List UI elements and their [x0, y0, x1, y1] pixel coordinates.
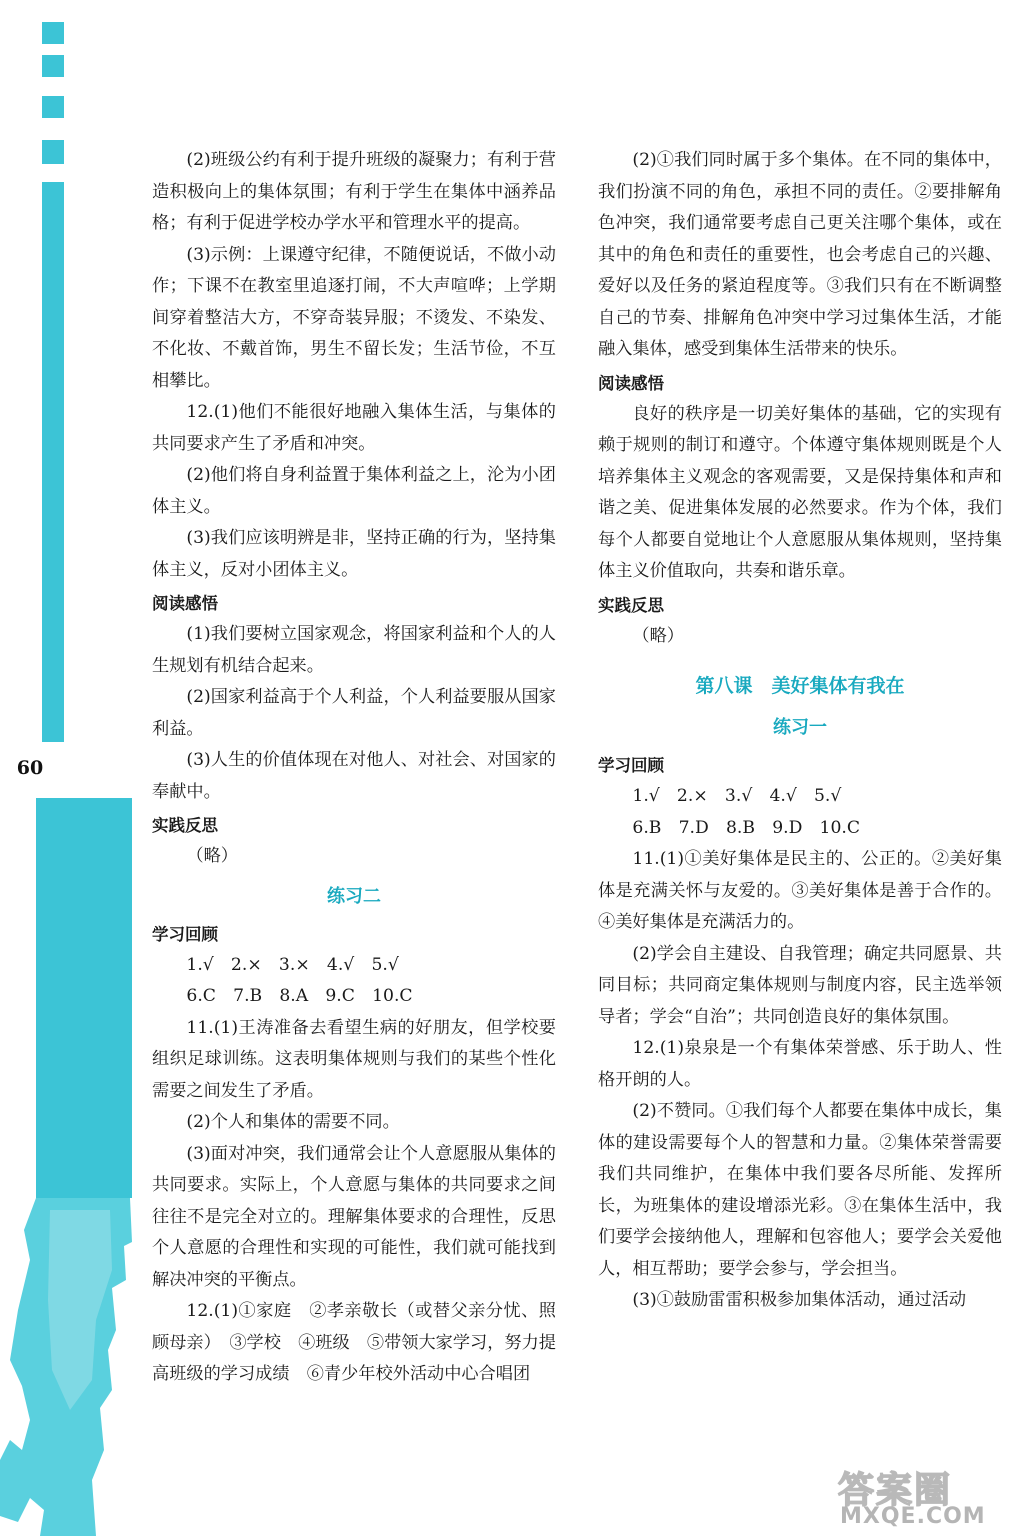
- exercise-title: 练习二: [327, 885, 381, 907]
- section-heading: 学习回顾: [152, 924, 218, 944]
- answer-paragraph: 1.√ 2.× 3.√ 4.√ 5.√: [632, 786, 842, 806]
- answer-paragraph: (2)国家利益高于个人利益，个人利益要服从国家利益。: [152, 687, 556, 739]
- answer-paragraph: (2)班级公约有利于提升班级的凝聚力；有利于营造积极向上的集体氛围；有利于学生在集体中涵养品格；有利于促进学校办学水平和管理水平的提高。: [152, 150, 556, 233]
- answer-paragraph: (2)他们将自身利益置于集体利益之上，沦为小团体主义。: [152, 465, 556, 517]
- answer-paragraph: (3)面对冲突，我们通常会让个人意愿服从集体的共同要求。实际上，个人意愿与集体的共同要求之间往往不是完全对立的。理解集体要求的合理性，反思个人意愿的合理性和实现的可能性，我们就可能找到解决冲突的平衡点。: [152, 1143, 556, 1290]
- answer-paragraph: 1.√ 2.× 3.× 4.√ 5.√: [186, 954, 399, 975]
- answer-paragraph: 良好的秩序是一切美好集体的基础，它的实现有赖于规则的制订和遵守。个体遵守集体规则既是个人培养集体主义观念的客观需要，又是保持集体和声和谐之美、促进集体发展的必然要求。作为个体，我们每个人都要自觉地让个人意愿服从集体规则，坚持集体主义价值取向，共奏和谐乐章。: [598, 403, 1002, 581]
- answer-paragraph: (2)学会自主建设、自我管理；确定共同愿景、共同目标；共同商定集体规则与制度内容，民主选举领导者；学会“自治”；共同创造良好的集体氛围。: [598, 943, 1002, 1027]
- left-column: [152, 145, 556, 1391]
- answer-paragraph: (2)不赞同。①我们每个人都要在集体中成长，集体的建设需要每个人的智慧和力量。②集体荣誉需要我们共同维护，在集体中我们要各尽所能、发挥所长，为班集体的建设增添光彩。③在集体生活中，我们要学会接纳他人，理解和包容他人；要学会关爱他人，相互帮助；要学会参与，学会担当。: [598, 1101, 1002, 1279]
- watermark-logo-text: 答案圈: [838, 1470, 953, 1511]
- answer-paragraph: (3)我们应该明辨是非，坚持正确的行为，坚持集体主义，反对小团体主义。: [152, 528, 556, 580]
- watermark-url: MXQE.COM: [840, 1504, 986, 1529]
- lesson-title: 第八课 美好集体有我在: [695, 675, 905, 697]
- sidebar-bar-bottom: [36, 798, 132, 1198]
- sidebar-block-1: [42, 22, 64, 44]
- section-heading: 阅读感悟: [152, 594, 218, 613]
- answer-paragraph: (2)①我们同时属于多个集体。在不同的集体中，我们扮演不同的角色，承担不同的责任。②要排解角色冲突，我们通常要考虑自己更关注哪个集体，或在其中的角色和责任的重要性，也会考虑自己的兴趣、爱好以及任务的紧迫程度等。③我们只有在不断调整自己的节奏、排解角色冲突中学习过集体生活，才能融入集体，感受到集体生活带来的快乐。: [598, 150, 1002, 359]
- answer-paragraph: (3)示例：上课遵守纪律，不随便说话，不做小动作；下课不在教室里追逐打闹，不大声喧哗；上学期间穿着整洁大方，不穿奇装异服；不烫发、不染发、不化妆、不戴首饰，男生不留长发；生活节俭，不互相攀比。: [152, 244, 556, 391]
- sidebar-bar-top: [42, 182, 64, 742]
- answer-paragraph: 6.C 7.B 8.A 9.C 10.C: [186, 986, 413, 1006]
- page-number: 60: [16, 757, 44, 779]
- answer-paragraph: (3)①鼓励雷雷积极参加集体活动，通过活动: [632, 1290, 967, 1310]
- running-child-silhouette: [0, 1150, 140, 1536]
- watermark-logo: [830, 1462, 1030, 1532]
- answer-paragraph: （略）: [632, 625, 684, 646]
- answer-paragraph: (3)人生的价值体现在对他人、对社会、对国家的奉献中。: [152, 750, 556, 802]
- answer-paragraph: 12.(1)他们不能很好地融入集体生活，与集体的共同要求产生了矛盾和冲突。: [152, 402, 556, 454]
- answer-paragraph: 11.(1)①美好集体是民主的、公正的。②美好集体是充满关怀与友爱的。③美好集体是善于合作的。④美好集体是充满活力的。: [598, 849, 1002, 932]
- sidebar-block-2: [42, 55, 64, 77]
- answer-paragraph: 6.B 7.D 8.B 9.D 10.C: [632, 817, 861, 838]
- section-heading: 学习回顾: [598, 756, 664, 775]
- section-heading: 实践反思: [598, 595, 664, 615]
- section-heading: 实践反思: [152, 816, 218, 835]
- sidebar-block-4: [42, 140, 64, 164]
- section-heading: 阅读感悟: [598, 373, 664, 393]
- answer-paragraph: (1)我们要树立国家观念，将国家利益和个人的人生规划有机结合起来。: [152, 624, 556, 676]
- answer-paragraph: 12.(1)泉泉是一个有集体荣誉感、乐于助人、性格开朗的人。: [598, 1038, 1002, 1090]
- right-column: [598, 145, 1002, 1317]
- answer-paragraph: 12.(1)①家庭 ②孝亲敬长（或替父亲分忧、照顾母亲） ③学校 ④班级 ⑤带领大家学习，努力提高班级的学习成绩 ⑥青少年校外活动中心合唱团: [152, 1301, 556, 1384]
- answer-paragraph: 11.(1)王涛准备去看望生病的好朋友，但学校要组织足球训练。这表明集体规则与我们的某些个性化需要之间发生了矛盾。: [152, 1017, 556, 1101]
- answer-paragraph: (2)个人和集体的需要不同。: [186, 1112, 400, 1132]
- sidebar-block-3: [42, 96, 64, 118]
- exercise-title: 练习一: [773, 717, 827, 738]
- answer-paragraph: （略）: [186, 846, 238, 866]
